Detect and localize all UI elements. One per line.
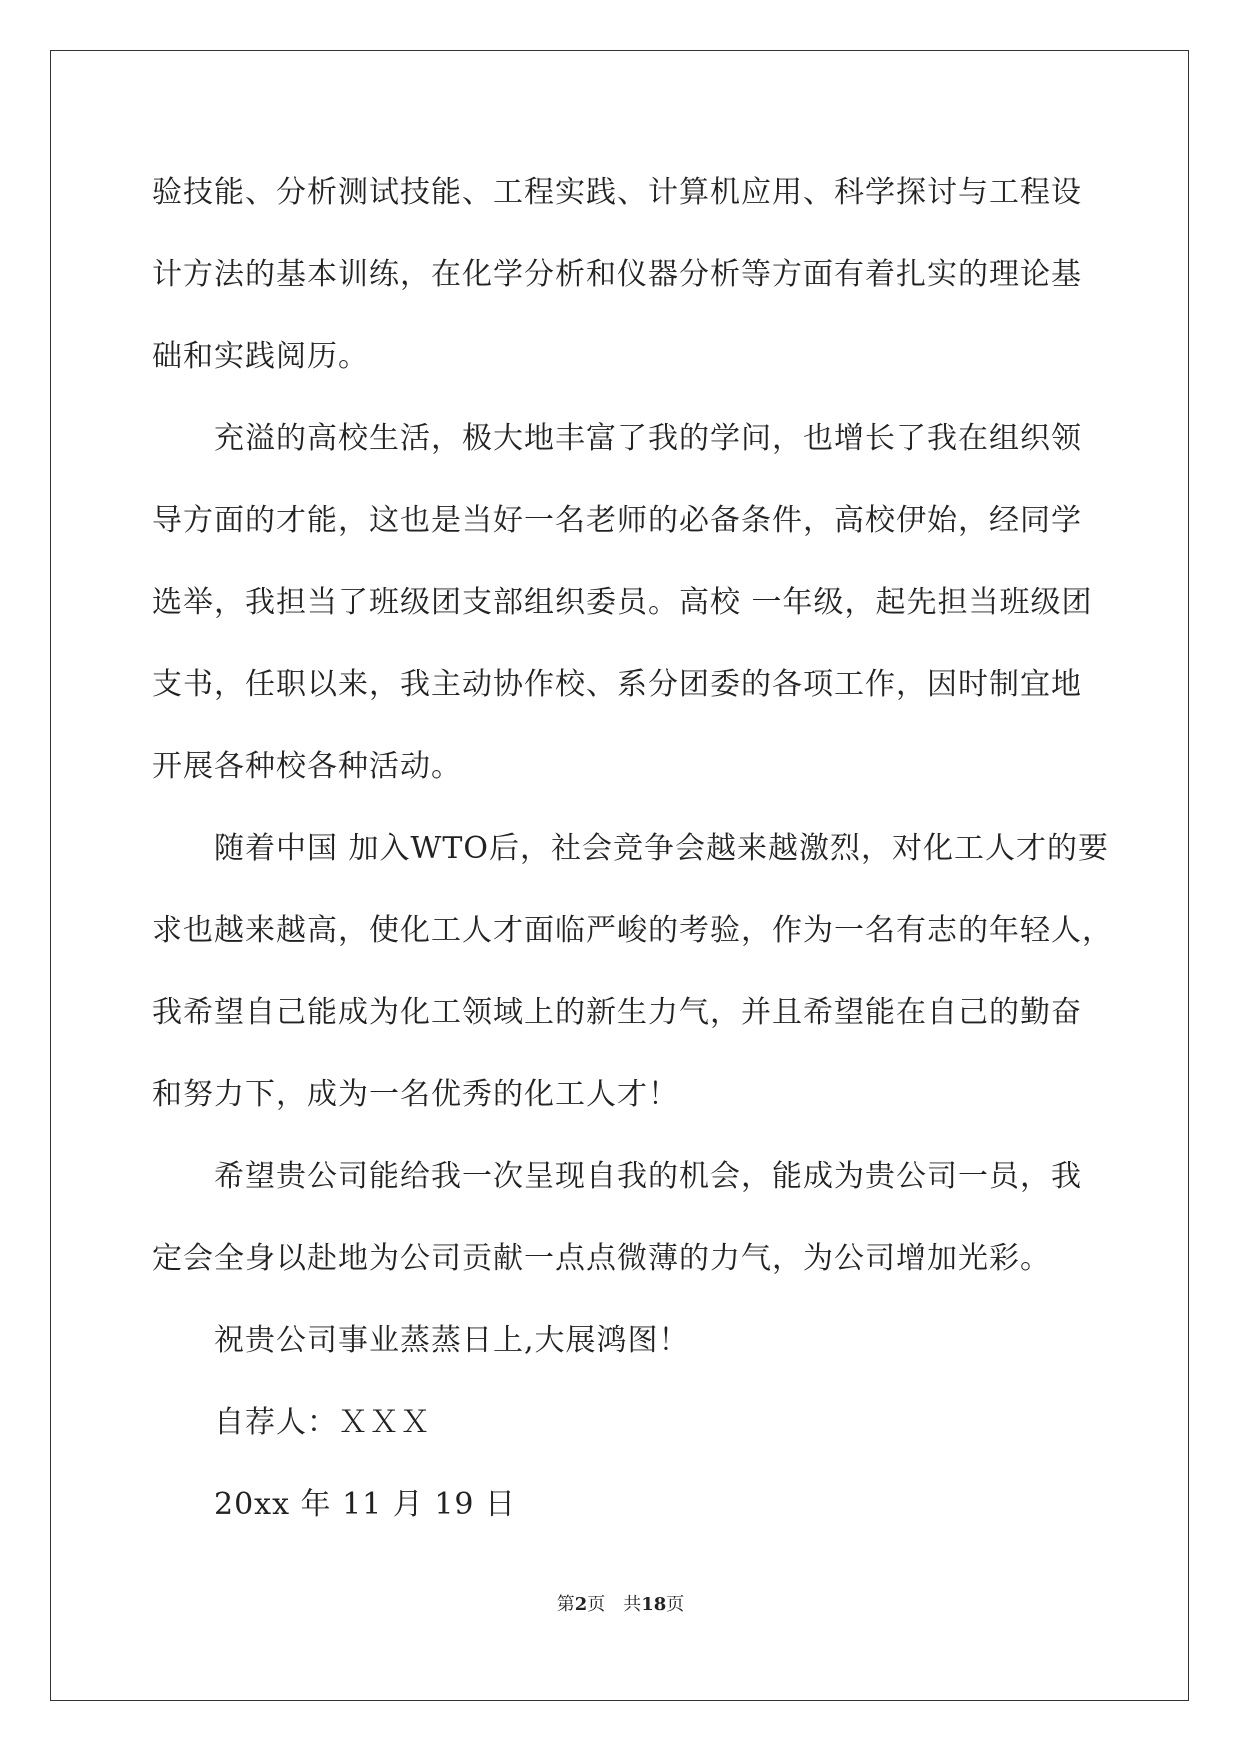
document-body	[152, 152, 1113, 1546]
text-line: 支书，任职以来，我主动协作校、系分团委的各项工作，因时制宜地	[152, 667, 1082, 702]
paragraph-start-line: 充溢的高校生活，极大地丰富了我的学问，也增长了我在组织领	[214, 421, 1082, 456]
page-footer	[0, 1593, 1241, 1617]
total-suffix: 页	[666, 1594, 685, 1615]
page-prefix: 第	[556, 1594, 575, 1615]
text-line: 础和实践阅历。	[152, 339, 369, 374]
text-line: 验技能、分析测试技能、工程实践、计算机应用、科学探讨与工程设	[152, 175, 1082, 210]
paragraph-start-line: 希望贵公司能给我一次呈现自我的机会，能成为贵公司一员，我	[214, 1159, 1082, 1194]
paragraph-start-line: 随着中国 加入WTO后，社会竞争会越来越激烈，对化工人才的要	[214, 831, 1109, 866]
text-line: 我希望自己能成为化工领域上的新生力气，并且希望能在自己的勤奋	[152, 995, 1082, 1030]
date-line: 20xx 年 11 月 19 日	[214, 1487, 517, 1522]
text-line: 定会全身以赴地为公司贡献一点点微薄的力气，为公司增加光彩。	[152, 1241, 1051, 1276]
text-line: 开展各种校各种活动。	[152, 749, 462, 784]
closing-wish: 祝贵公司事业蒸蒸日上,大展鸿图！	[214, 1323, 690, 1358]
page-number: 2	[574, 1594, 588, 1615]
text-line: 导方面的才能，这也是当好一名老师的必备条件，高校伊始，经同学	[152, 503, 1082, 538]
text-line: 和努力下，成为一名优秀的化工人才！	[152, 1077, 679, 1112]
text-line: 求也越来越高，使化工人才面临严峻的考验，作为一名有志的年轻人，	[152, 913, 1113, 948]
total-prefix: 共	[623, 1594, 642, 1615]
text-line: 选举，我担当了班级团支部组织委员。高校 一年级，起先担当班级团	[152, 585, 1093, 620]
text-line: 计方法的基本训练，在化学分析和仪器分析等方面有着扎实的理论基	[152, 257, 1082, 292]
page-suffix: 页	[587, 1594, 606, 1615]
total-pages: 18	[641, 1594, 667, 1615]
signature-line: 自荐人：ＸＸＸ	[214, 1405, 431, 1440]
